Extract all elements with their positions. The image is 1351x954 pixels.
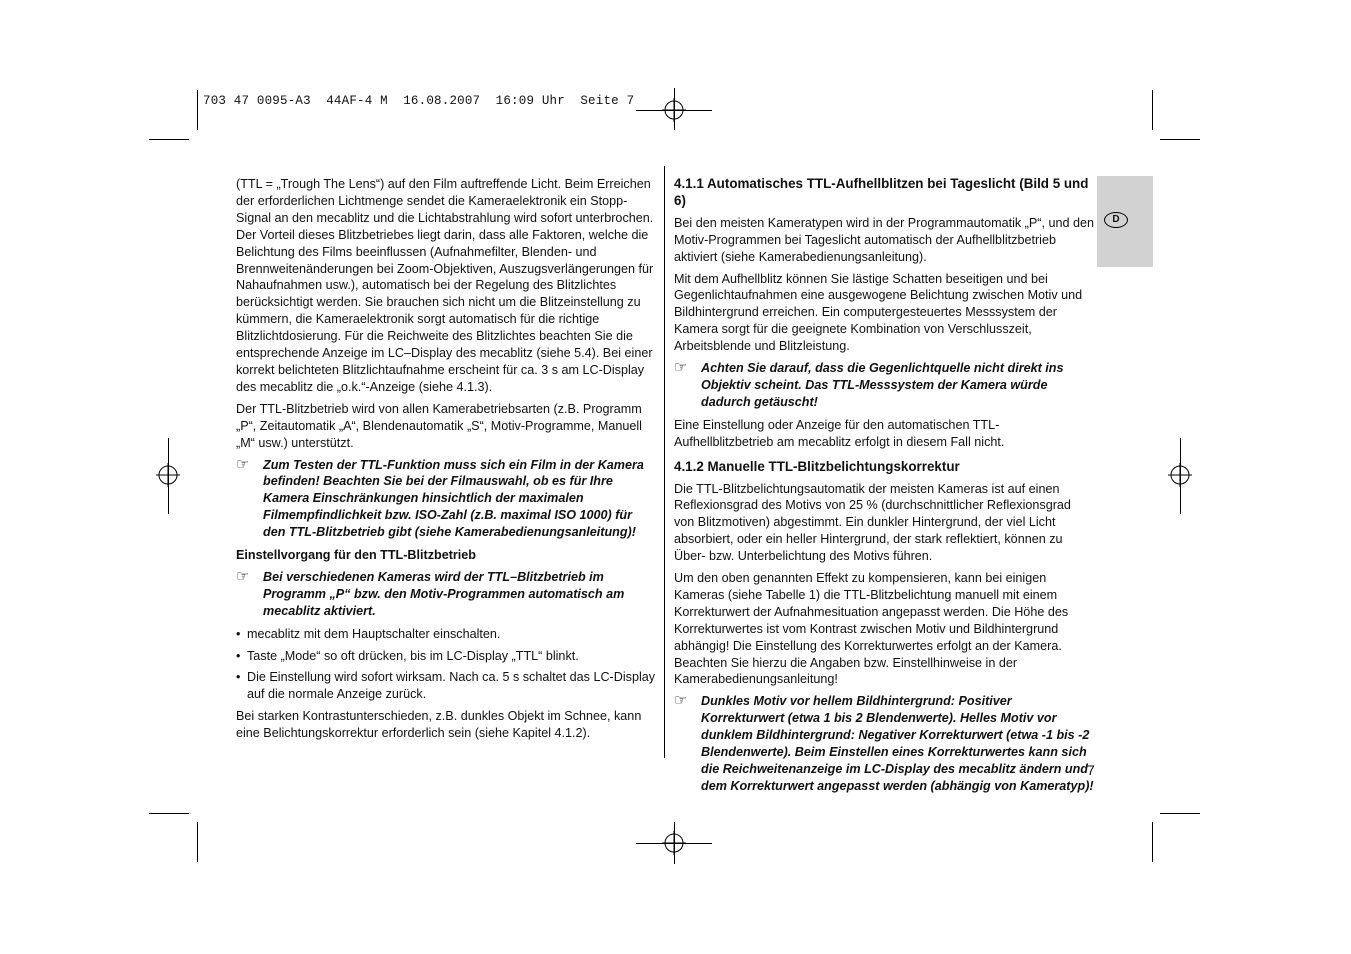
note [674,693,1094,794]
pointing-hand-icon: ☞ [236,455,250,473]
list-item-text: mecablitz mit dem Hauptschalter einschalten. [247,626,501,641]
crop-mark [1160,813,1200,814]
note [674,360,1094,411]
paragraph: Mit dem Aufhellblitz können Sie lästige Schatten beseitigen und bei Gegenlichtaufnahmen eine ausgewogene Belichtung zwischen Motiv und Bildhintergrund erreichen. Ein computergesteuertes Messsystem der Kamera sorgt für die geeignete Kombination von Verschlusszeit, Arbeitsblende und Blitzleistung. [674,271,1083,354]
list-item-text: Taste „Mode“ so oft drücken, bis im LC-Display „TTL“ blinkt. [247,648,579,663]
subheading: Einstellvorgang für den TTL-Blitzbetrieb [236,548,476,563]
paragraph: Eine Einstellung oder Anzeige für den automatischen TTL-Aufhellblitzbetrieb am mecablitz erfolgt in diesem Fall nicht. [674,417,1005,449]
registration-line [168,438,169,514]
list-item [236,626,656,643]
paragraph: Bei den meisten Kameratypen wird in der Programmautomatik „P“, und den Motiv-Programmen bei Tageslicht automatisch der Aufhellblitzbetrieb aktiviert (siehe Kamerabedienungsanleitung). [674,215,1094,264]
registration-line [674,822,675,864]
bullet-icon: • [236,626,241,641]
crop-mark [1152,90,1153,130]
right-column [674,176,1094,801]
pointing-hand-icon: ☞ [674,359,688,377]
bullet-icon: • [236,648,241,663]
paragraph: Der TTL-Blitzbetrieb wird von allen Kamerabetriebsarten (z.B. Programm „P“, Zeitautomatik „A“, Blendenautomatik „S“, Motiv-Programme, Manuell „M“ usw.) unterstützt. [236,401,642,450]
section-heading: 4.1.2 Manuelle TTL-Blitzbelichtungskorrektur [674,458,960,474]
paragraph: (TTL = „Trough The Lens“) auf den Film auftreffende Licht. Beim Erreichen der erforderlichen Lichtmenge sendet die Kameraelektronik ein Stopp-Signal an den mecablitz und die Lichtabstrahlung wird sofort unterbrochen. Der Vorteil dieses Blitzbetriebes liegt darin, dass alle Faktoren, welche die Belichtung des Films beeinflussen (Aufnahmefilter, Blenden- und Brennweitenänderungen bei Zoom-Objektiven, Auszugsverlängerungen für Nahaufnahmen usw.), automatisch bei der Regelung des Blitzlichtes berücksichtigt werden. Sie brauchen sich nicht um die Blitzeinstellung zu kümmern, die Kameraelektronik sorgt automatisch für die richtige Blitzlichtdosierung. Für die Reichweite des Blitzlichtes beachten Sie die entsprechende Anzeige im LC–Display des mecablitz (siehe 5.4). Bei einer korrekt belichteten Blitzlichtaufnahme erscheint für ca. 3 s am LC-Display des mecablitz die „o.k.“-Anzeige (siehe 4.1.3). [236,177,654,394]
crop-mark [149,813,189,814]
pointing-hand-icon: ☞ [236,567,250,585]
page-number: 7 [1087,762,1095,778]
registration-line [674,88,675,130]
paragraph: Bei starken Kontrastunterschieden, z.B. dunkles Objekt im Schnee, kann eine Belichtungskorrektur erforderlich sein (siehe Kapitel 4.1.2). [236,709,642,741]
language-badge: D [1104,212,1128,228]
paragraph: Die TTL-Blitzbelichtungsautomatik der meisten Kameras ist auf einen Reflexionsgrad des Motivs von 25 % (durchschnittlicher Reflexionsgrad von Blitzmotiven) abgestimmt. Ein dunkler Hintergrund, der viel Licht absorbiert, oder ein heller Hintergrund, der stark reflektiert, können zu Über- bzw. Unterbelichtung des Motivs führen. [674,481,1071,564]
note-text: Achten Sie darauf, dass die Gegenlichtquelle nicht direkt ins Objektiv scheint. Das TTL-Messsystem der Kamera würde dadurch getäuscht! [701,361,1064,409]
column-divider [664,166,665,758]
left-column [236,176,656,747]
crop-mark [1160,139,1200,140]
list-item [236,669,656,703]
note [236,569,656,620]
paragraph: Um den oben genannten Effekt zu kompensieren, kann bei einigen Kameras (siehe Tabelle 1) die TTL-Blitzbelichtung manuell mit einem Korrekturwert der Aufnahmesituation angepasst werden. Die Höhe des Korrekturwertes ist vom Kontrast zwischen Motiv und Bildhintergrund abhängig! Die Einstellung des Korrekturwertes erfolgt an der Kamera. Beachten Sie hierzu die Angaben bzw. Einstellhinweise in der Kamerabedienungsanleitung! [674,571,1069,687]
crop-mark [197,822,198,862]
note [236,457,656,542]
crop-mark [1152,822,1153,862]
note-text: Zum Testen der TTL-Funktion muss sich ein Film in der Kamera befinden! Beachten Sie bei der Filmauswahl, ob es für Ihre Kamera Einschränkungen hinsichtlich der maximalen Filmempfindlichkeit bzw. ISO-Zahl (z.B. maximal ISO 1000) für den TTL-Blitzbetrieb gibt (siehe Kamerabedienungsanleitung)! [263,457,644,540]
bullet-icon: • [236,670,241,685]
note-text: Dunkles Motiv vor hellem Bildhintergrund: Positiver Korrekturwert (etwa 1 bis 2 Blendenwerte). Helles Motiv vor dunklem Bildhintergrund: Negativer Korrekturwert (etwa -1 bis -2 Blendenwerte). Beim Einstellen eines Korrekturwertes kann sich die Reichweitenanzeige im LC-Display des mecablitz ändern und dem Korrekturwert angepasst werden (abhängig von Kameratyp)! [701,694,1094,793]
crop-mark [149,139,189,140]
list-item [236,648,656,665]
section-heading: 4.1.1 Automatisches TTL-Aufhellblitzen bei Tageslicht (Bild 5 und 6) [674,176,1089,208]
print-slug: 703 47 0095-A3 44AF-4 M 16.08.2007 16:09 Uhr Seite 7 [203,94,635,108]
list-item-text: Die Einstellung wird sofort wirksam. Nach ca. 5 s schaltet das LC-Display auf die normale Anzeige zurück. [247,670,656,702]
pointing-hand-icon: ☞ [674,692,688,710]
registration-line [1180,438,1181,514]
note-text: Bei verschiedenen Kameras wird der TTL–Blitzbetrieb im Programm „P“ bzw. den Motiv-Programmen automatisch am mecablitz aktiviert. [263,569,625,618]
crop-mark [197,90,198,130]
